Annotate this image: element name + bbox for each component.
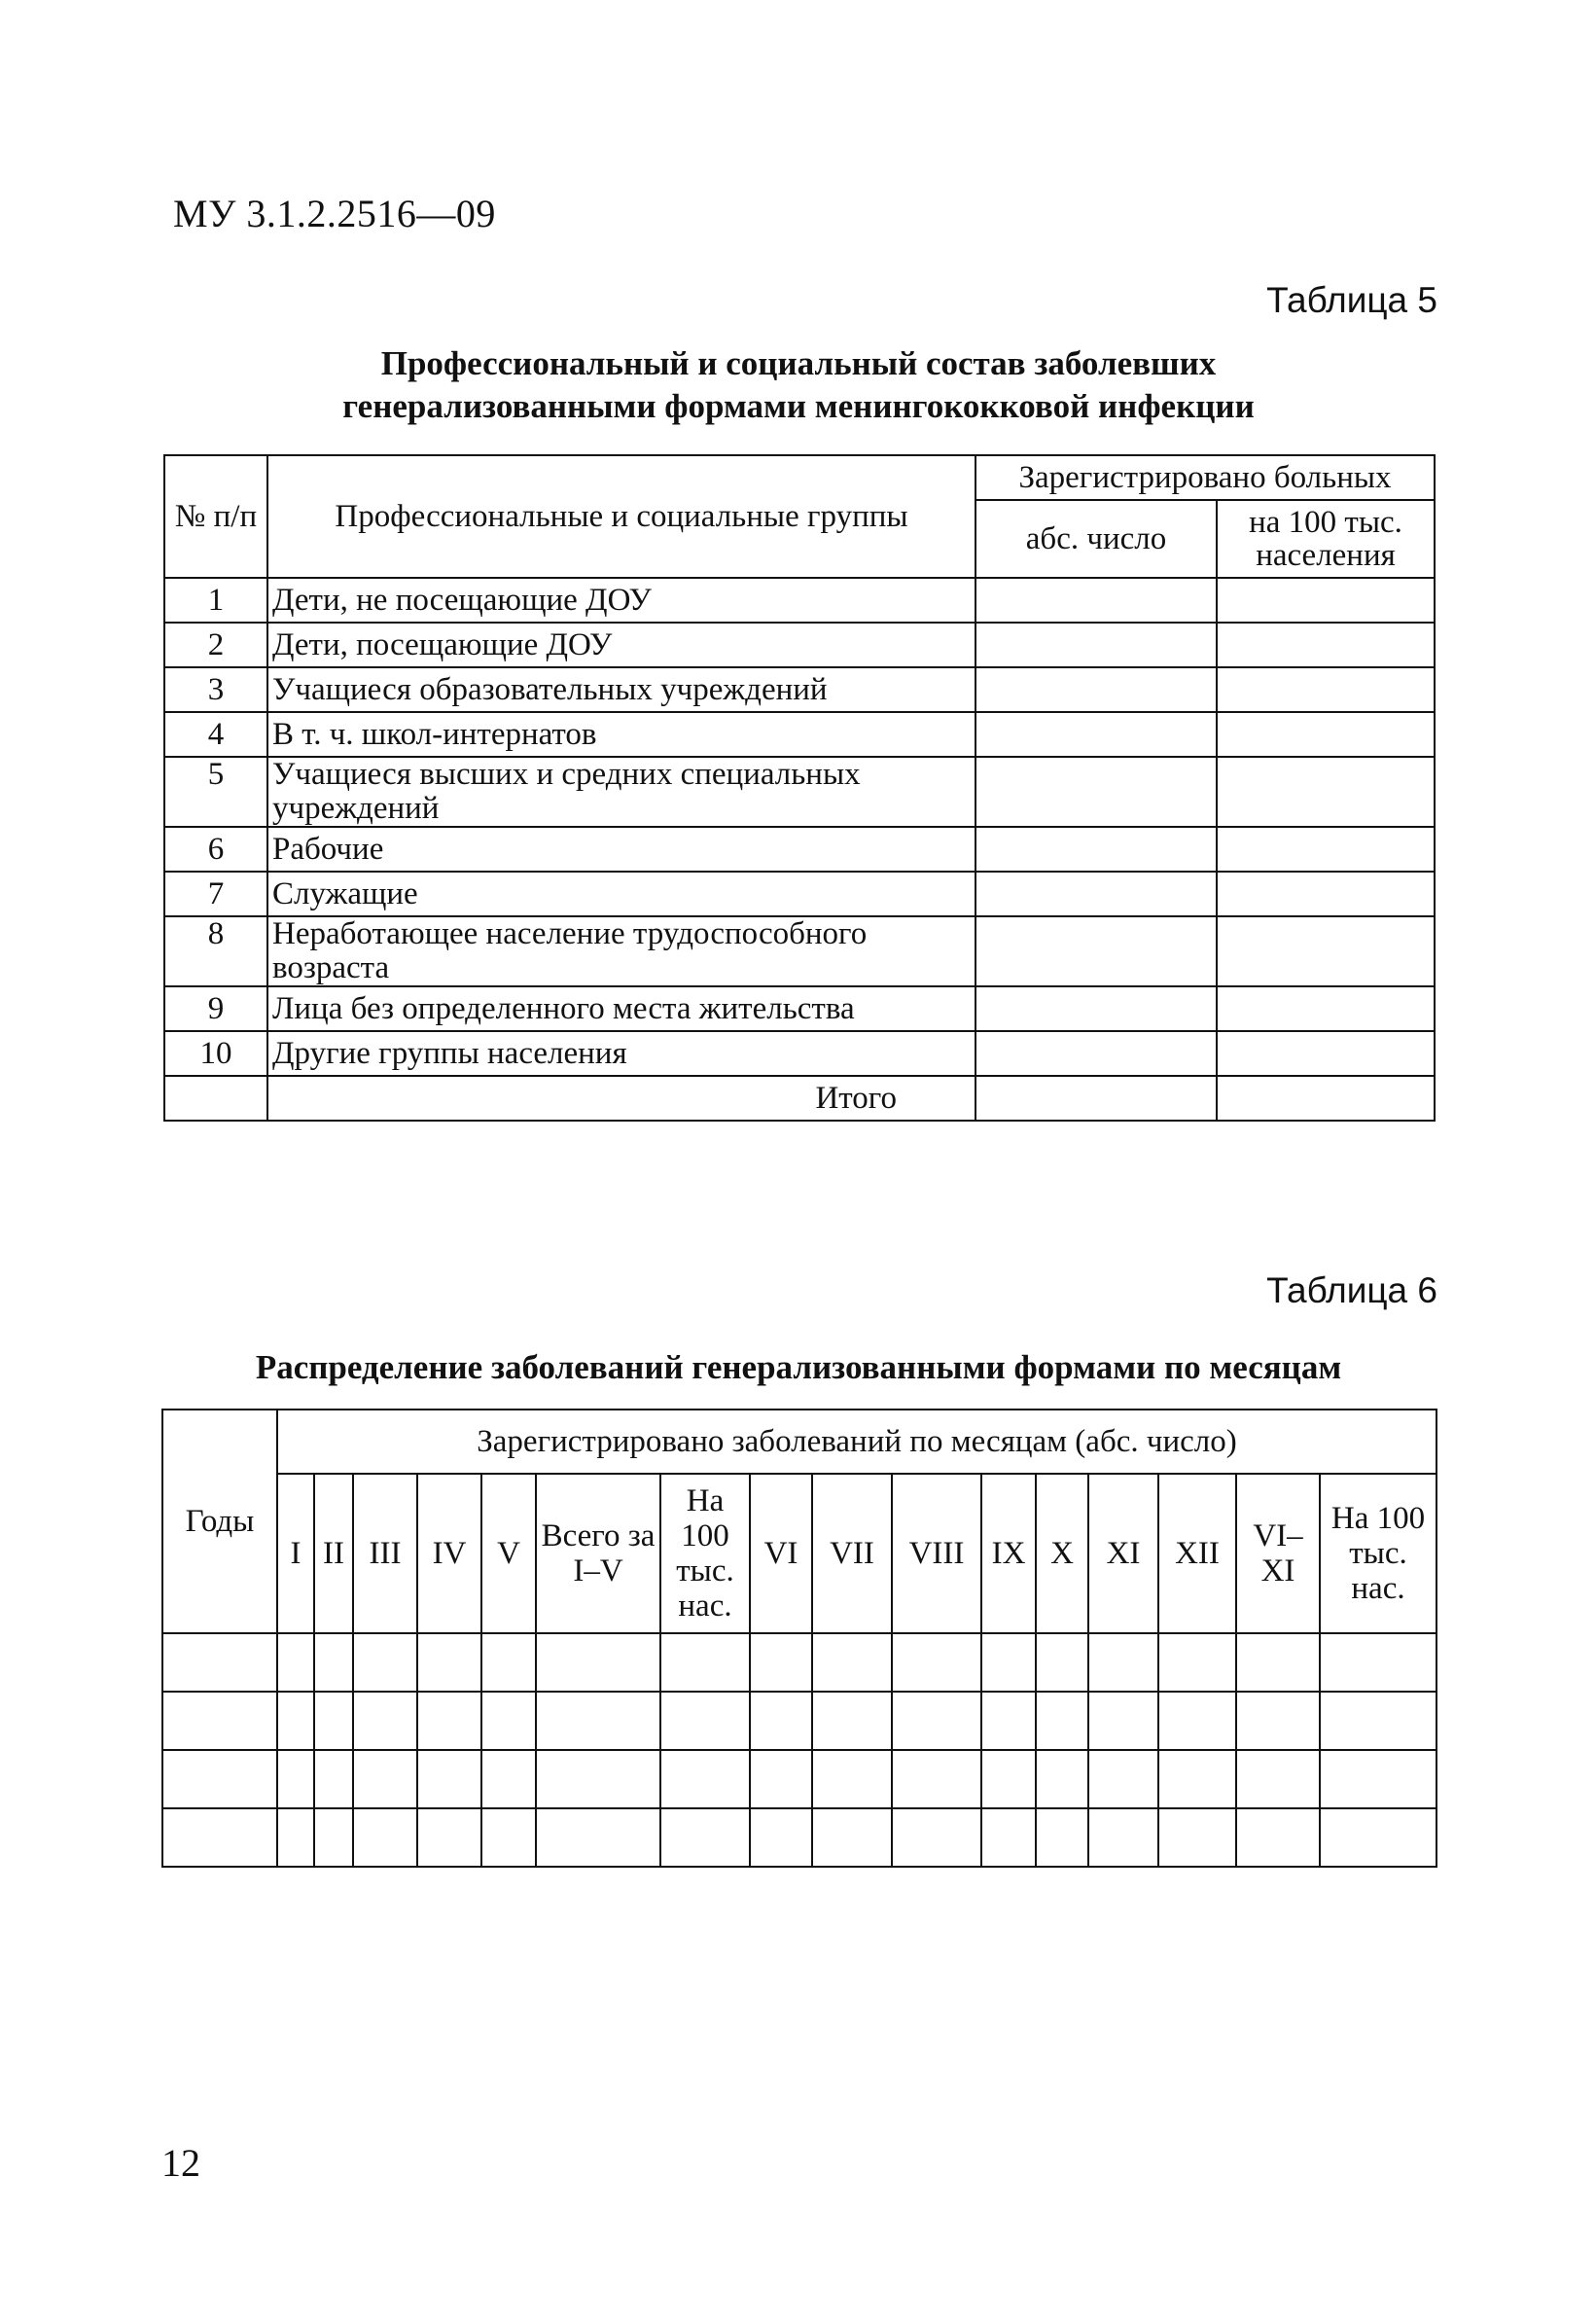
table-row — [162, 1750, 1436, 1808]
row-num: 6 — [164, 827, 267, 872]
empty-cell — [481, 1633, 536, 1692]
empty-cell — [1236, 1808, 1320, 1867]
empty-cell — [812, 1750, 892, 1808]
table5-caption-line2: генерализованными формами менингококковой инфекции — [342, 387, 1255, 425]
row-group: Рабочие — [267, 827, 975, 872]
empty-cell — [812, 1808, 892, 1867]
table-row — [164, 986, 1435, 1031]
table5 — [163, 454, 1436, 1122]
col-years-header: Годы — [162, 1410, 277, 1633]
empty-cell — [536, 1750, 660, 1808]
cell-abs — [975, 1031, 1217, 1076]
cell-abs — [975, 1076, 1217, 1121]
empty-cell — [892, 1808, 981, 1867]
empty-cell — [981, 1633, 1036, 1692]
empty-cell — [162, 1692, 277, 1750]
table5-label: Таблица 5 — [1266, 280, 1437, 320]
empty-cell — [660, 1808, 750, 1867]
empty-cell — [892, 1633, 981, 1692]
empty-cell — [1036, 1808, 1088, 1867]
empty-cell — [1088, 1633, 1158, 1692]
empty-cell — [981, 1750, 1036, 1808]
month-header: II — [314, 1474, 353, 1633]
empty-cell — [314, 1692, 353, 1750]
empty-cell — [1036, 1633, 1088, 1692]
empty-cell — [536, 1692, 660, 1750]
empty-cell — [812, 1692, 892, 1750]
empty-cell — [277, 1633, 314, 1692]
empty-cell — [417, 1750, 481, 1808]
table-row — [164, 827, 1435, 872]
row-group: Лица без определенного места жительства — [267, 986, 975, 1031]
empty-cell — [660, 1750, 750, 1808]
row-num: 1 — [164, 578, 267, 623]
cell-abs — [975, 712, 1217, 757]
document-code: МУ 3.1.2.2516—09 — [173, 192, 496, 235]
cell-per100k — [1217, 757, 1435, 827]
empty-cell — [750, 1692, 812, 1750]
col-registered-header: Зарегистрировано заболеваний по месяцам (абс. число) — [277, 1410, 1436, 1474]
empty-cell — [660, 1633, 750, 1692]
table6-label: Таблица 6 — [1266, 1270, 1437, 1310]
cell-abs — [975, 827, 1217, 872]
empty-cell — [353, 1750, 417, 1808]
empty-cell — [314, 1633, 353, 1692]
empty-cell — [1036, 1750, 1088, 1808]
empty-cell — [1158, 1808, 1236, 1867]
table-row — [164, 872, 1435, 916]
row-num: 8 — [164, 916, 267, 986]
empty-cell — [892, 1692, 981, 1750]
empty-cell — [1036, 1692, 1088, 1750]
table-row — [164, 1031, 1435, 1076]
cell-per100k — [1217, 827, 1435, 872]
empty-cell — [1320, 1750, 1436, 1808]
empty-cell — [353, 1692, 417, 1750]
empty-cell — [1236, 1692, 1320, 1750]
empty-cell — [417, 1633, 481, 1692]
empty-cell — [417, 1808, 481, 1867]
row-num: 10 — [164, 1031, 267, 1076]
empty-cell — [750, 1633, 812, 1692]
empty-cell — [481, 1750, 536, 1808]
empty-cell — [481, 1692, 536, 1750]
empty-cell — [314, 1750, 353, 1808]
empty-cell — [417, 1692, 481, 1750]
empty-cell — [277, 1692, 314, 1750]
month-header: VIII — [892, 1474, 981, 1633]
row-num: 7 — [164, 872, 267, 916]
col-registered-header: Зарегистрировано больных — [975, 455, 1435, 500]
month-header: VII — [812, 1474, 892, 1633]
month-header: IX — [981, 1474, 1036, 1633]
empty-cell — [1236, 1633, 1320, 1692]
table-row — [164, 578, 1435, 623]
empty-cell — [353, 1633, 417, 1692]
row-group: Учащиеся образовательных учреждений — [267, 667, 975, 712]
total-label: Итого — [267, 1076, 975, 1121]
cell-per100k — [1217, 712, 1435, 757]
cell-per100k — [1217, 667, 1435, 712]
empty-cell — [277, 1808, 314, 1867]
empty-cell — [1088, 1808, 1158, 1867]
empty-cell — [1236, 1750, 1320, 1808]
empty-cell — [162, 1750, 277, 1808]
per100k-header: На 100 тыс. нас. — [1320, 1474, 1436, 1633]
table-row — [162, 1808, 1436, 1867]
empty-cell — [812, 1633, 892, 1692]
cell-abs — [975, 916, 1217, 986]
row-group: Другие группы населения — [267, 1031, 975, 1076]
total-i-v-header: Всего за I–V — [536, 1474, 660, 1633]
cell-abs — [975, 757, 1217, 827]
table-row — [162, 1692, 1436, 1750]
row-group: Дети, не посещающие ДОУ — [267, 578, 975, 623]
total-vi-xi-header: VI–XI — [1236, 1474, 1320, 1633]
table-row — [164, 667, 1435, 712]
empty-cell — [981, 1692, 1036, 1750]
table-row — [164, 757, 1435, 827]
empty-cell — [981, 1808, 1036, 1867]
row-num: 5 — [164, 757, 267, 827]
page-number: 12 — [161, 2141, 200, 2185]
empty-cell — [1158, 1633, 1236, 1692]
total-row — [164, 1076, 1435, 1121]
row-group: Учащиеся высших и средних специальных учреждений — [267, 757, 975, 827]
month-header: VI — [750, 1474, 812, 1633]
table-row — [164, 712, 1435, 757]
cell-per100k — [1217, 623, 1435, 667]
cell-abs — [975, 623, 1217, 667]
empty-cell — [1320, 1633, 1436, 1692]
table6 — [161, 1409, 1437, 1868]
cell-per100k — [1217, 1031, 1435, 1076]
cell-abs — [975, 872, 1217, 916]
per100k-header: На 100 тыс. нас. — [660, 1474, 750, 1633]
table5-caption-line1: Профессиональный и социальный состав заболевших — [380, 344, 1217, 382]
month-header: XI — [1088, 1474, 1158, 1633]
table-row — [164, 623, 1435, 667]
row-num: 9 — [164, 986, 267, 1031]
cell-per100k — [1217, 1076, 1435, 1121]
month-header: IV — [417, 1474, 481, 1633]
empty-cell — [277, 1750, 314, 1808]
empty-cell — [750, 1808, 812, 1867]
month-header: V — [481, 1474, 536, 1633]
col-group-header: Профессиональные и социальные группы — [267, 455, 975, 578]
cell-per100k — [1217, 916, 1435, 986]
month-header: I — [277, 1474, 314, 1633]
cell-abs — [975, 667, 1217, 712]
empty-cell — [1088, 1750, 1158, 1808]
row-group: Неработающее население трудоспособного возраста — [267, 916, 975, 986]
row-num: 4 — [164, 712, 267, 757]
month-header: III — [353, 1474, 417, 1633]
total-num-cell — [164, 1076, 267, 1121]
empty-cell — [892, 1750, 981, 1808]
col-per100k-header: на 100 тыс. населения — [1217, 500, 1435, 578]
cell-abs — [975, 578, 1217, 623]
empty-cell — [750, 1750, 812, 1808]
cell-abs — [975, 986, 1217, 1031]
empty-cell — [162, 1808, 277, 1867]
empty-cell — [1088, 1692, 1158, 1750]
empty-cell — [1158, 1750, 1236, 1808]
cell-per100k — [1217, 986, 1435, 1031]
empty-cell — [353, 1808, 417, 1867]
col-num-header: № п/п — [164, 455, 267, 578]
table6-caption: Распределение заболеваний генерализованными формами по месяцам — [255, 1348, 1342, 1386]
table5-caption — [161, 342, 1436, 428]
empty-cell — [1320, 1692, 1436, 1750]
row-group: В т. ч. школ-интернатов — [267, 712, 975, 757]
empty-cell — [1320, 1808, 1436, 1867]
empty-cell — [1158, 1692, 1236, 1750]
table-row — [164, 916, 1435, 986]
month-header: XII — [1158, 1474, 1236, 1633]
row-num: 3 — [164, 667, 267, 712]
col-abs-header: абс. число — [975, 500, 1217, 578]
table-row — [162, 1633, 1436, 1692]
empty-cell — [314, 1808, 353, 1867]
row-group: Дети, посещающие ДОУ — [267, 623, 975, 667]
cell-per100k — [1217, 872, 1435, 916]
empty-cell — [162, 1633, 277, 1692]
empty-cell — [481, 1808, 536, 1867]
empty-cell — [536, 1808, 660, 1867]
empty-cell — [536, 1633, 660, 1692]
empty-cell — [660, 1692, 750, 1750]
cell-per100k — [1217, 578, 1435, 623]
month-header: X — [1036, 1474, 1088, 1633]
row-group: Служащие — [267, 872, 975, 916]
row-num: 2 — [164, 623, 267, 667]
